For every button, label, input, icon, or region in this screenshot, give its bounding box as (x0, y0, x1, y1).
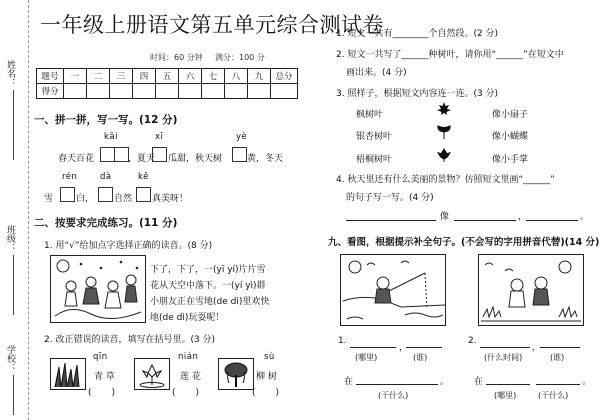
ginkgo-leaf-icon (436, 124, 452, 140)
char-box[interactable] (114, 147, 129, 162)
kids-playing-illustration (479, 255, 583, 325)
answer-paren[interactable]: ( ) (172, 388, 200, 398)
leaf-name[interactable]: 梧桐树叶 (356, 155, 393, 165)
right-q3: 3. 照样子，根据短文内容连一连。(3 分) (336, 89, 499, 99)
blank1-number: 1. (338, 336, 347, 346)
name-label: 姓名： (5, 60, 15, 87)
score-info: 满分：100 分 (215, 53, 265, 62)
char-box[interactable] (98, 187, 113, 202)
right-q1: 1. 短文一共有________个自然段。(2 分) (336, 29, 499, 39)
leaf-description[interactable]: 像小蝴蝶 (492, 132, 529, 142)
zai-text: 在 (344, 377, 354, 387)
answer-line[interactable] (480, 347, 530, 348)
answer-line[interactable] (486, 384, 530, 385)
hint-where: (哪里) (355, 353, 378, 362)
score-input-cell[interactable] (64, 84, 87, 99)
item-pinyin: sù (264, 352, 275, 362)
answer-line[interactable] (346, 220, 436, 221)
q1-text: 雪 (44, 194, 54, 204)
binding-strip (0, 0, 29, 420)
willow-picture (218, 358, 254, 390)
grass-picture (50, 358, 86, 390)
period-text: 。 (582, 377, 592, 387)
score-cell: 九 (248, 69, 271, 84)
time-info: 时间：60 分钟 (150, 53, 203, 62)
answer-line[interactable] (540, 347, 580, 348)
score-cell: 题号 (37, 69, 64, 84)
q2-sub1: 1. 用“√”给加点字选择正确的读音。(8 分) (44, 241, 213, 251)
q1-text: 真美呀！ (152, 194, 189, 204)
score-cell: 一 (64, 69, 87, 84)
score-cell: 六 (179, 69, 202, 84)
hint-do: (干什么) (538, 391, 569, 400)
q1-text: 白， (76, 194, 95, 204)
comma-text: ， (399, 343, 409, 353)
period-text: 。 (440, 377, 450, 387)
q1-text: ，夏天 (128, 154, 156, 164)
grass-icon (51, 359, 85, 389)
score-input-cell[interactable] (110, 84, 133, 99)
hint-who: (谁) (550, 353, 565, 362)
score-table (36, 68, 298, 99)
score-input-cell[interactable] (156, 84, 179, 99)
snow-children-illustration (51, 256, 145, 322)
hint-where: (哪里) (494, 391, 517, 400)
pinyin-label: rén (62, 172, 78, 182)
class-line (13, 255, 14, 315)
pinyin-label: xī (155, 132, 164, 142)
q1-text: 自然 (114, 194, 133, 204)
score-cell: 总分 (271, 69, 298, 84)
leaf-name[interactable]: 枫树叶 (356, 110, 384, 120)
q1-text: 瓜甜，秋天树 (168, 154, 223, 164)
q2-sub2: 2. 改正错误的读音，填写在括号里。(3 分) (44, 335, 216, 345)
score-cell: 五 (156, 69, 179, 84)
char-box[interactable] (136, 187, 151, 202)
item-word: 青 草 (94, 372, 115, 382)
pinyin-label: kě (138, 172, 149, 182)
hint-who: (谁) (413, 353, 428, 362)
pinyin-label: yè (236, 132, 248, 142)
class-label: 班级： (5, 225, 15, 252)
snow-children-picture (50, 255, 146, 323)
like-text: 像 (440, 212, 450, 222)
char-box[interactable] (60, 187, 75, 202)
comma-text: ， (532, 343, 542, 353)
score-input-cell[interactable] (179, 84, 202, 99)
score-input-cell[interactable] (248, 84, 271, 99)
score-input-cell[interactable] (87, 84, 110, 99)
answer-line[interactable] (350, 347, 396, 348)
hint-when: (什么时间) (484, 353, 523, 362)
answer-paren[interactable]: ( ) (252, 388, 280, 398)
passage-line: 花从天空中落下。一(yí yì)群 (150, 281, 266, 291)
item-pinyin: nián (178, 352, 199, 362)
answer-line[interactable] (356, 384, 438, 385)
q2-heading: 二、按要求完成练习。(11 分) (34, 217, 178, 229)
item-word: 柳 树 (256, 372, 277, 382)
comma-text: ， (518, 212, 528, 222)
score-table-header-row (37, 69, 298, 84)
name-line (13, 90, 14, 160)
period-text: 。 (580, 212, 590, 222)
answer-line[interactable] (536, 384, 580, 385)
q9-heading: 九、看图，根据提示补全句子。(不会写的字用拼音代替)(14 分) (328, 237, 600, 248)
right-q2-line1: 2. 短文一共写了______种树叶，请你用“______”在短文中 (336, 50, 564, 60)
score-cell: 得分 (37, 84, 64, 99)
leaf-description[interactable]: 像小扇子 (492, 110, 529, 120)
score-input-cell[interactable] (133, 84, 156, 99)
score-input-cell[interactable] (225, 84, 248, 99)
score-cell: 七 (202, 69, 225, 84)
page-title: 一年级上册语文第五单元综合测试卷 (40, 13, 384, 37)
answer-line[interactable] (526, 220, 578, 221)
q1-text: 春天百花 (58, 154, 95, 164)
lotus-icon (135, 359, 169, 389)
score-cell: 四 (133, 69, 156, 84)
answer-line[interactable] (454, 220, 516, 221)
hint-do: (干什么) (378, 391, 409, 400)
leaf-description[interactable]: 像小手掌 (492, 155, 529, 165)
score-cell: 八 (225, 69, 248, 84)
passage-line: 小朋友正在雪地(de dì)里欢快 (150, 297, 270, 307)
char-box[interactable] (232, 147, 247, 162)
zai-text: 在 (474, 377, 484, 387)
item-word: 莲 花 (180, 372, 201, 382)
char-box[interactable] (100, 147, 115, 162)
score-table-score-row (37, 84, 298, 99)
fishing-picture (340, 254, 446, 326)
plane-tree-leaf-icon (436, 147, 452, 163)
item-pinyin: qīn (93, 352, 108, 362)
q1-text: 黄，冬天 (247, 154, 284, 164)
kids-picture (478, 254, 584, 326)
lotus-picture (134, 358, 170, 390)
passage-line: 地(de dì)玩耍呢！ (150, 313, 225, 323)
q1-heading: 一、拼一拼，写一写。(12 分) (34, 114, 178, 126)
willow-tree-icon (219, 359, 253, 389)
boy-fishing-illustration (341, 255, 445, 325)
maple-leaf-icon (436, 101, 452, 117)
score-input-cell[interactable] (271, 84, 298, 99)
answer-line[interactable] (406, 347, 442, 348)
right-q2-line2: 画出来。(4 分) (346, 68, 407, 78)
score-cell: 二 (87, 69, 110, 84)
school-line (13, 375, 14, 415)
right-q4-line2: 的句子写一写。(4 分) (346, 193, 434, 203)
char-box[interactable] (152, 147, 167, 162)
score-cell: 三 (110, 69, 133, 84)
score-input-cell[interactable] (202, 84, 225, 99)
answer-paren[interactable]: ( ) (88, 388, 116, 398)
blank2-number: 2. (468, 336, 477, 346)
school-label: 学校： (5, 345, 15, 372)
leaf-name[interactable]: 银杏树叶 (356, 132, 393, 142)
pinyin-label: kāi (104, 132, 118, 142)
pinyin-label: dà (100, 172, 112, 182)
right-q4-line1: 4. 秋天里还有什么美丽的景物？仿照短文里画“______” (336, 175, 555, 185)
passage-line: 下了，下了，一(yī yí)片片雪 (150, 265, 266, 275)
